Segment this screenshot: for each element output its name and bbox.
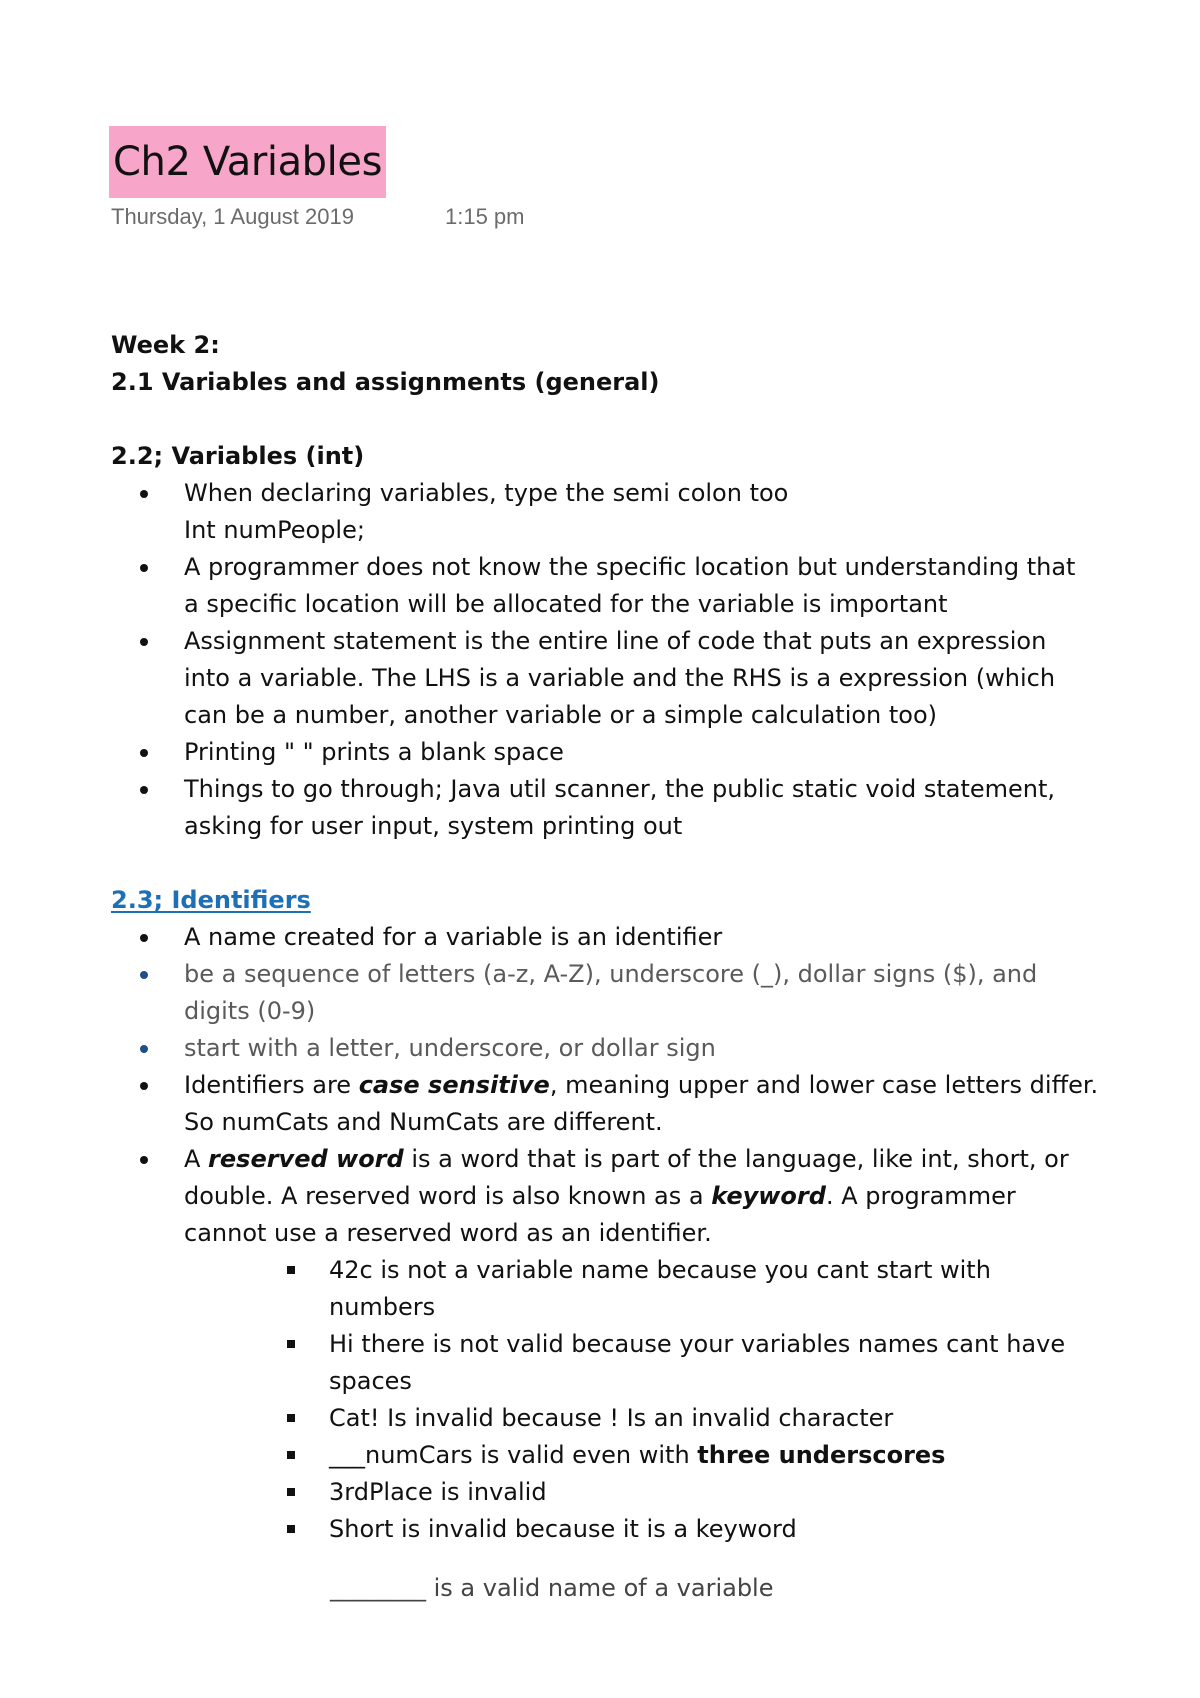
heading-2-2: 2.2; Variables (int)	[111, 442, 365, 470]
heading-2-1: 2.1 Variables and assignments (general)	[111, 368, 660, 396]
list-item: When declaring variables, type the semi colon too Int numPeople;	[111, 475, 1131, 549]
identifier-examples	[111, 1252, 1131, 1548]
heading-2-3-link[interactable]: 2.3; Identifiers	[111, 886, 311, 914]
square-bullet-icon	[287, 1525, 295, 1533]
list-item: start with a letter, underscore, or dollar sign	[111, 1030, 1131, 1067]
bullets-2-2	[111, 475, 1131, 845]
list-item: Short is invalid because it is a keyword	[111, 1511, 1131, 1548]
bullet-icon	[140, 749, 148, 757]
list-item: be a sequence of letters (a-z, A-Z), underscore (_), dollar signs ($), and digits (0-9)	[111, 956, 1131, 1030]
note-body	[111, 327, 1131, 1548]
emphasis-case-sensitive: case sensitive	[358, 1071, 550, 1099]
list-item: A reserved word is a word that is part of the language, like int, short, or double. A reserved word is also known as a keyword. A programmer cannot use a reserved word as an identifier.	[111, 1141, 1131, 1252]
list-item: ___numCars is valid even with three underscores	[111, 1437, 1131, 1474]
list-item: Identifiers are case sensitive, meaning upper and lower case letters differ. So numCats and NumCats are different.	[111, 1067, 1131, 1141]
list-item: Assignment statement is the entire line of code that puts an expression into a variable. The LHS is a variable and the RHS is a expression (which can be a number, another variable or a simple calculation too)	[111, 623, 1131, 734]
square-bullet-icon	[287, 1488, 295, 1496]
bullets-2-3	[111, 919, 1131, 1252]
title-highlight	[109, 126, 386, 198]
bullet-icon	[140, 934, 148, 942]
cut-off-line: ________ is a valid name of a variable	[330, 1574, 774, 1602]
bold-three-underscores: three underscores	[697, 1441, 946, 1469]
bullet-icon	[140, 1082, 148, 1090]
square-bullet-icon	[287, 1414, 295, 1422]
bullet-icon	[140, 1156, 148, 1164]
emphasis-keyword: keyword	[711, 1182, 826, 1210]
page-date: Thursday, 1 August 2019	[111, 204, 354, 229]
list-item: 42c is not a variable name because you cant start with numbers	[111, 1252, 1131, 1326]
bullet-icon	[140, 564, 148, 572]
week-label: Week 2:	[111, 331, 220, 359]
bullet-icon	[140, 786, 148, 794]
list-item: Hi there is not valid because your variables names cant have spaces	[111, 1326, 1131, 1400]
list-item: Printing " " prints a blank space	[111, 734, 1131, 771]
list-item: A programmer does not know the specific location but understanding that a specific location will be allocated for the variable is important	[111, 549, 1131, 623]
emphasis-reserved-word: reserved word	[208, 1145, 404, 1173]
list-item: Things to go through; Java util scanner, the public static void statement, asking for user input, system printing out	[111, 771, 1131, 845]
square-bullet-icon	[287, 1340, 295, 1348]
bullet-icon	[140, 1045, 148, 1053]
bullet-icon	[140, 490, 148, 498]
list-item: A name created for a variable is an identifier	[111, 919, 1131, 956]
list-item: 3rdPlace is invalid	[111, 1474, 1131, 1511]
page-time: 1:15 pm	[445, 204, 525, 229]
bullet-icon	[140, 638, 148, 646]
bullet-icon	[140, 971, 148, 979]
square-bullet-icon	[287, 1451, 295, 1459]
square-bullet-icon	[287, 1266, 295, 1274]
list-item: Cat! Is invalid because ! Is an invalid character	[111, 1400, 1131, 1437]
page-title: Ch2 Variables	[113, 139, 383, 185]
